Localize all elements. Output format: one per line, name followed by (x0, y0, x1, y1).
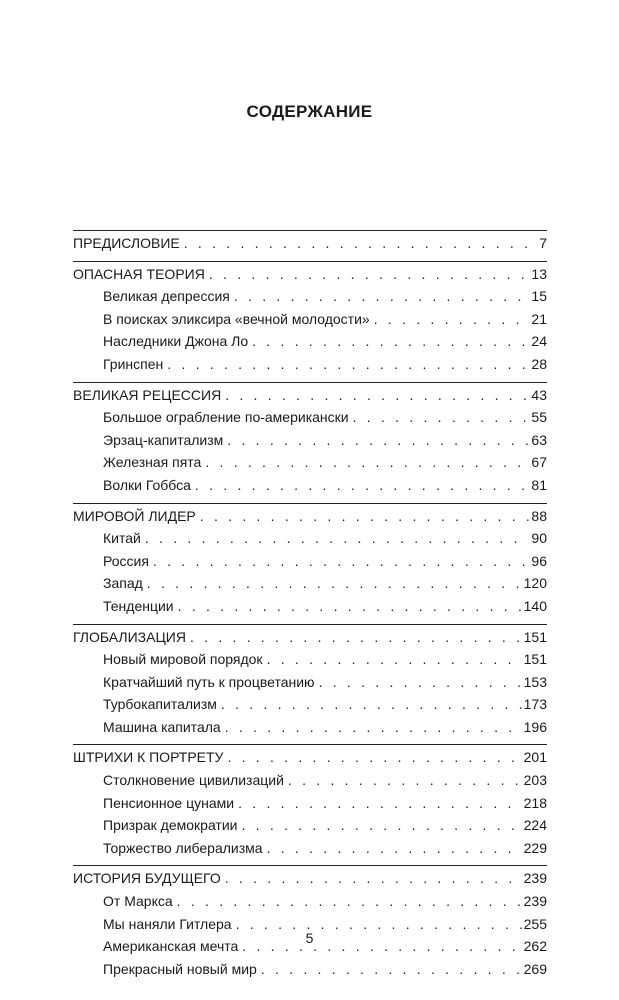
toc-subsection-row[interactable] (73, 550, 547, 573)
subsection-title: Новый мировой порядок (103, 651, 263, 668)
toc-section-row[interactable] (73, 384, 547, 407)
dot-leader (267, 648, 522, 671)
subsection-page-number: 120 (523, 575, 547, 592)
subsection-title: Волки Гоббса (103, 476, 191, 493)
dot-leader (190, 626, 522, 649)
toc-subsection-row[interactable] (73, 648, 547, 671)
subsection-title: Гринспен (103, 355, 164, 372)
subsection-title: Тенденции (103, 597, 174, 614)
toc-subsection-row[interactable] (73, 474, 547, 497)
dot-leader (238, 792, 522, 815)
section-title: МИРОВОЙ ЛИДЕР (73, 507, 196, 524)
subsection-title: Американская мечта (103, 938, 239, 955)
subsection-page-number: 24 (531, 333, 547, 350)
dot-leader (178, 595, 522, 618)
toc-section (73, 230, 547, 261)
toc-subsection-row[interactable] (73, 406, 547, 429)
dot-leader (252, 330, 529, 353)
subsection-title: Прекрасный новый мир (103, 960, 257, 977)
section-page-number: 88 (531, 507, 547, 524)
toc-subsection-row[interactable] (73, 572, 547, 595)
toc-section (73, 624, 547, 745)
subsection-page-number: 224 (523, 817, 547, 834)
toc-subsection-row[interactable] (73, 837, 547, 860)
toc-subsection-row[interactable] (73, 814, 547, 837)
toc-subsection-row[interactable] (73, 693, 547, 716)
toc-subsection-row[interactable] (73, 890, 547, 913)
toc-section-row[interactable] (73, 263, 547, 286)
subsection-page-number: 55 (531, 409, 547, 426)
subsection-page-number: 269 (523, 960, 547, 977)
toc-section-row[interactable] (73, 867, 547, 890)
dot-leader (227, 429, 529, 452)
dot-leader (177, 890, 522, 913)
subsection-title: Китай (103, 530, 141, 547)
dot-leader (374, 308, 530, 331)
toc-subsection-row[interactable] (73, 429, 547, 452)
subsection-title: Запад (103, 575, 143, 592)
toc-subsection-row[interactable] (73, 353, 547, 376)
subsection-title: Наследники Джона Ло (103, 333, 249, 350)
section-title: ПРЕДИСЛОВИЕ (73, 235, 180, 251)
dot-leader (267, 837, 522, 860)
section-title: ГЛОБАЛИЗАЦИЯ (73, 628, 186, 645)
section-page-number: 43 (531, 386, 547, 403)
subsection-title: Пенсионное цунами (103, 794, 235, 811)
dot-leader (167, 353, 529, 376)
section-title: ИСТОРИЯ БУДУЩЕГО (73, 870, 221, 887)
subsection-title: Большое ограбление по-американски (103, 409, 349, 426)
section-page-number: 13 (531, 265, 547, 282)
dot-leader (225, 384, 529, 407)
page-title: СОДЕРЖАНИЕ (246, 102, 373, 121)
subsection-title: Торжество либерализма (103, 839, 263, 856)
toc-subsection-row[interactable] (73, 330, 547, 353)
subsection-title: В поисках эликсира «вечной молодости» (103, 310, 370, 327)
section-page-number: 7 (539, 235, 547, 251)
toc-section (73, 503, 547, 624)
subsection-page-number: 153 (523, 673, 547, 690)
subsection-page-number: 140 (523, 597, 547, 614)
toc-subsection-row[interactable] (73, 958, 547, 981)
toc-section (73, 865, 547, 986)
dot-leader (153, 550, 530, 573)
dot-leader (261, 958, 522, 981)
dot-leader (288, 769, 522, 792)
dot-leader (221, 693, 522, 716)
subsection-title: Кратчайший путь к процветанию (103, 673, 315, 690)
section-page-number: 151 (523, 628, 547, 645)
dot-leader (184, 232, 537, 255)
section-title: ОПАСНАЯ ТЕОРИЯ (73, 265, 205, 282)
toc-subsection-row[interactable] (73, 671, 547, 694)
toc-section (73, 382, 547, 503)
subsection-title: Железная пята (103, 454, 202, 471)
toc-section-row[interactable] (73, 626, 547, 649)
subsection-page-number: 262 (523, 938, 547, 955)
dot-leader (353, 406, 530, 429)
toc-subsection-row[interactable] (73, 285, 547, 308)
subsection-title: От Маркса (103, 893, 173, 910)
toc-section-row[interactable] (73, 505, 547, 528)
dot-leader (209, 263, 530, 286)
subsection-title: Эрзац-капитализм (103, 431, 224, 448)
toc-subsection-row[interactable] (73, 451, 547, 474)
dot-leader (147, 572, 522, 595)
subsection-page-number: 218 (523, 794, 547, 811)
section-title: ШТРИХИ К ПОРТРЕТУ (73, 749, 224, 766)
subsection-title: Великая депрессия (103, 288, 230, 305)
subsection-title: Призрак демократии (103, 817, 238, 834)
toc-subsection-row[interactable] (73, 527, 547, 550)
subsection-page-number: 28 (531, 355, 547, 372)
toc-subsection-row[interactable] (73, 792, 547, 815)
subsection-page-number: 173 (523, 696, 547, 713)
subsection-page-number: 239 (523, 893, 547, 910)
subsection-page-number: 151 (523, 651, 547, 668)
toc-section-row[interactable] (73, 746, 547, 769)
subsection-page-number: 229 (523, 839, 547, 856)
section-page-number: 239 (523, 870, 547, 887)
dot-leader (225, 716, 522, 739)
subsection-page-number: 96 (531, 552, 547, 569)
subsection-page-number: 21 (531, 310, 547, 327)
toc-section (73, 744, 547, 865)
section-title: ВЕЛИКАЯ РЕЦЕССИЯ (73, 386, 222, 403)
section-page-number: 201 (523, 749, 547, 766)
dot-leader (145, 527, 530, 550)
dot-leader (225, 867, 522, 890)
subsection-page-number: 81 (531, 476, 547, 493)
toc-section (73, 261, 547, 382)
dot-leader (205, 451, 529, 474)
dot-leader (200, 505, 530, 528)
page-number: 5 (305, 930, 314, 946)
subsection-title: Столкновение цивилизаций (103, 772, 284, 789)
toc-subsection-row[interactable] (73, 769, 547, 792)
subsection-page-number: 203 (523, 772, 547, 789)
subsection-page-number: 90 (531, 530, 547, 547)
dot-leader (195, 474, 530, 497)
dot-leader (241, 814, 521, 837)
dot-leader (234, 285, 530, 308)
subsection-title: Россия (103, 552, 149, 569)
subsection-title: Машина капитала (103, 718, 221, 735)
toc-subsection-row[interactable] (73, 716, 547, 739)
subsection-page-number: 63 (531, 431, 547, 448)
table-of-contents (73, 230, 547, 986)
subsection-page-number: 15 (531, 288, 547, 305)
toc-subsection-row[interactable] (73, 308, 547, 331)
toc-subsection-row[interactable] (73, 595, 547, 618)
subsection-page-number: 67 (531, 454, 547, 471)
dot-leader (319, 671, 522, 694)
subsection-page-number: 196 (523, 718, 547, 735)
subsection-page-number: 255 (523, 915, 547, 932)
dot-leader (227, 746, 521, 769)
toc-section-row[interactable] (73, 232, 547, 255)
subsection-title: Мы наняли Гитлера (103, 915, 232, 932)
subsection-title: Турбокапитализм (103, 696, 217, 713)
